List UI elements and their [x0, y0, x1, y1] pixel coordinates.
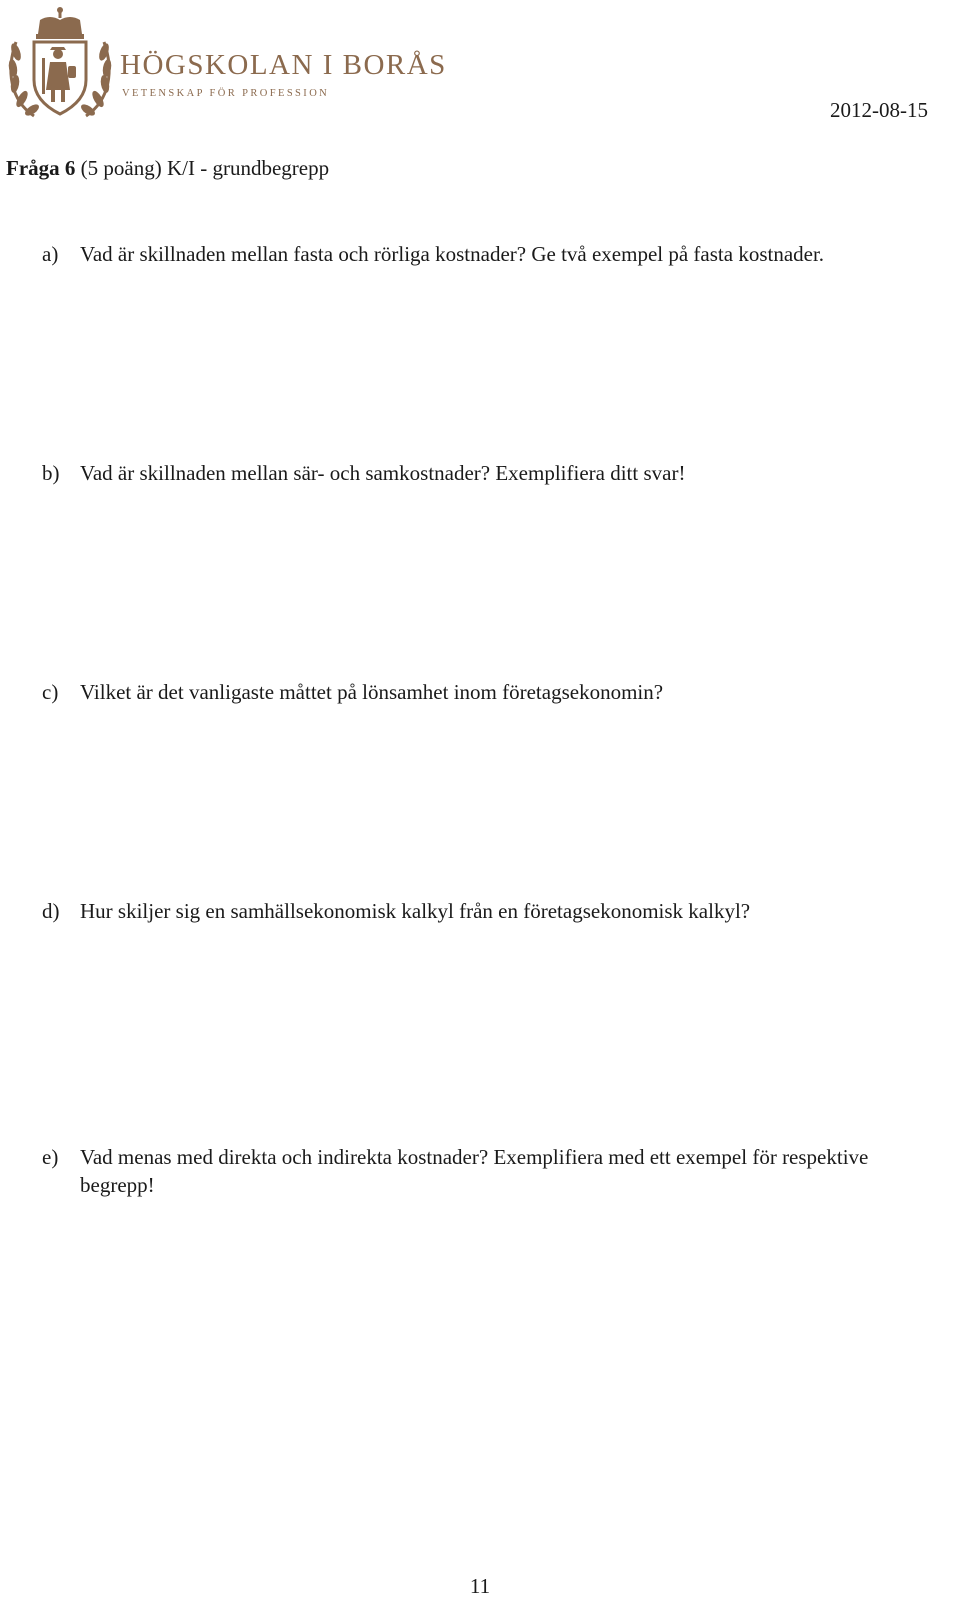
question-details: (5 poäng) K/I - grundbegrepp: [80, 156, 330, 180]
question-text: Vad menas med direkta och indirekta kostnader? Exemplifiera med ett exempel för respektive begrepp!: [80, 1145, 869, 1197]
university-logo: [4, 4, 464, 124]
question-letter: b): [42, 461, 60, 485]
question-text: Hur skiljer sig en samhällsekonomisk kalkyl från en företagsekonomisk kalkyl?: [80, 899, 751, 923]
question-text: Vad är skillnaden mellan sär- och samkostnader? Exemplifiera ditt svar!: [80, 461, 686, 485]
document-date: 2012-08-15: [830, 98, 928, 122]
question-b: [42, 459, 912, 487]
question-letter: c): [42, 680, 59, 704]
crest-icon: [4, 4, 116, 122]
question-letter: a): [42, 242, 59, 266]
question-label: Fråga 6: [6, 156, 76, 180]
logo-tagline: VETENSKAP FÖR PROFESSION: [122, 88, 330, 99]
question-heading: [6, 158, 329, 179]
page-number: 11: [469, 1574, 491, 1598]
question-letter: e): [42, 1145, 59, 1169]
question-text: Vad är skillnaden mellan fasta och rörliga kostnader? Ge två exempel på fasta kostnader.: [80, 242, 825, 266]
logo-wordmark: HÖGSKOLAN I BORÅS: [120, 49, 447, 81]
question-letter: d): [42, 899, 60, 923]
question-c: [42, 678, 912, 706]
question-d: [42, 897, 912, 925]
question-e: [42, 1143, 912, 1199]
question-a: [42, 240, 912, 268]
question-text: Vilket är det vanligaste måttet på lönsamhet inom företagsekonomin?: [80, 680, 664, 704]
